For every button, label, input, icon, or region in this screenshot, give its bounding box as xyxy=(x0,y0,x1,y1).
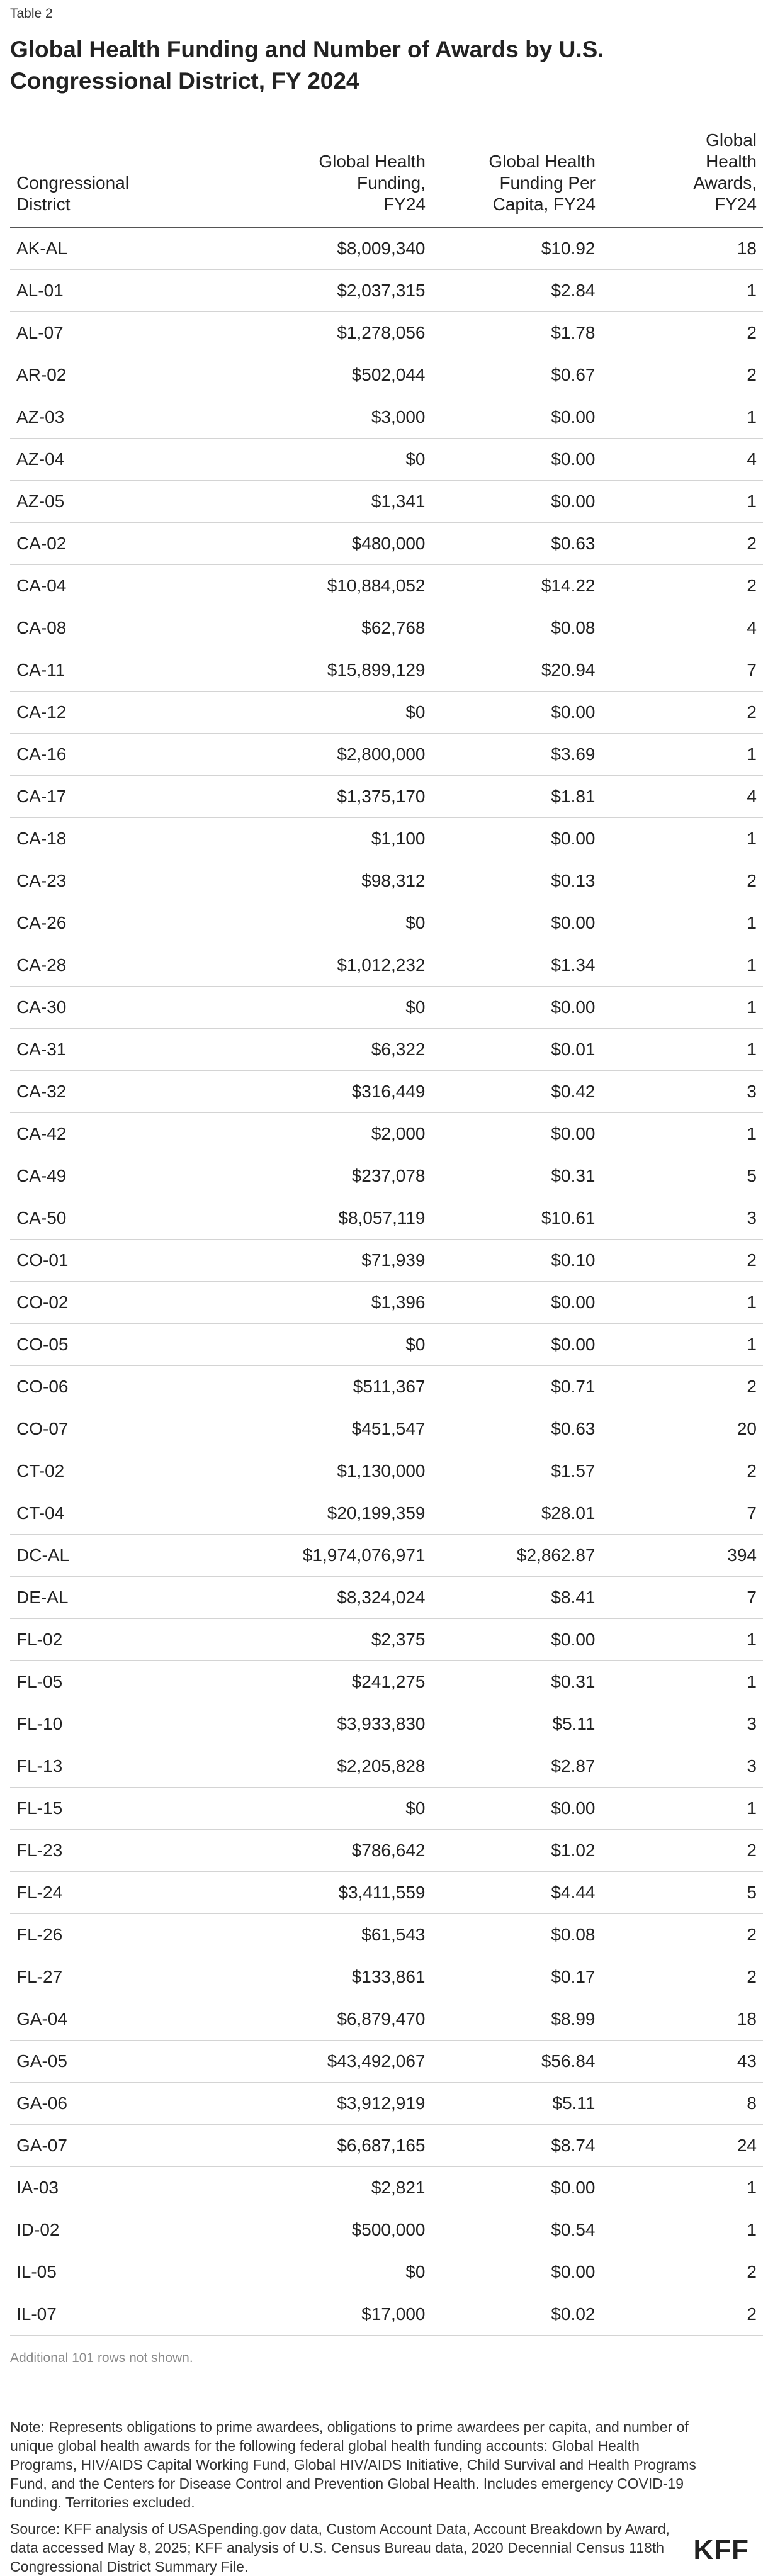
cell-district: CT-04 xyxy=(10,1492,218,1535)
cell-district: ID-02 xyxy=(10,2209,218,2251)
column-header-per-capita[interactable]: Global Health Funding Per Capita, FY24 xyxy=(432,130,602,227)
cell-awards: 1 xyxy=(602,1282,763,1324)
cell-funding: $1,100 xyxy=(218,818,432,860)
cell-district: CO-05 xyxy=(10,1324,218,1366)
table-row xyxy=(10,481,763,523)
cell-funding: $0 xyxy=(218,692,432,734)
cell-funding: $17,000 xyxy=(218,2293,432,2336)
cell-district: CA-08 xyxy=(10,607,218,649)
column-header-district[interactable]: Congressional District xyxy=(10,130,218,227)
footnote: Note: Represents obligations to prime awardees, obligations to prime awardees per capita, and number of unique global health awards for the following federal global health funding accounts: Global Health Programs, HIV/AIDS Capital Working Fund, Global HIV/AIDS Initiative, Child Survival and Health Programs Fund, and the Centers for Disease Control and Prevention Global Health. Includes emergency COVID-19 funding. Territories excluded. xyxy=(10,2419,696,2511)
cell-per-capita: $0.31 xyxy=(432,1661,602,1703)
cell-district: GA-04 xyxy=(10,1998,218,2041)
cell-funding: $0 xyxy=(218,1324,432,1366)
cell-awards: 2 xyxy=(602,1240,763,1282)
cell-awards: 2 xyxy=(602,354,763,396)
cell-district: FL-23 xyxy=(10,1830,218,1872)
cell-district: FL-05 xyxy=(10,1661,218,1703)
cell-district: AL-01 xyxy=(10,270,218,312)
table-row xyxy=(10,1535,763,1577)
table-row xyxy=(10,1830,763,1872)
cell-funding: $98,312 xyxy=(218,860,432,902)
cell-funding: $3,000 xyxy=(218,396,432,439)
cell-per-capita: $2,862.87 xyxy=(432,1535,602,1577)
table-row xyxy=(10,312,763,354)
cell-awards: 43 xyxy=(602,2041,763,2083)
cell-district: CA-04 xyxy=(10,565,218,607)
cell-per-capita: $0.00 xyxy=(432,439,602,481)
cell-funding: $8,009,340 xyxy=(218,227,432,270)
more-rows-note: Additional 101 rows not shown. xyxy=(10,2351,193,2365)
cell-funding: $0 xyxy=(218,1788,432,1830)
cell-awards: 1 xyxy=(602,481,763,523)
cell-district: AZ-04 xyxy=(10,439,218,481)
cell-district: CA-28 xyxy=(10,944,218,987)
table-row xyxy=(10,1956,763,1998)
table-row xyxy=(10,227,763,270)
cell-funding: $1,012,232 xyxy=(218,944,432,987)
cell-district: CA-31 xyxy=(10,1029,218,1071)
cell-funding: $480,000 xyxy=(218,523,432,565)
cell-per-capita: $0.17 xyxy=(432,1956,602,1998)
cell-per-capita: $8.74 xyxy=(432,2125,602,2167)
cell-district: AK-AL xyxy=(10,227,218,270)
cell-funding: $62,768 xyxy=(218,607,432,649)
cell-district: IL-07 xyxy=(10,2293,218,2336)
cell-funding: $3,933,830 xyxy=(218,1703,432,1745)
cell-funding: $237,078 xyxy=(218,1155,432,1197)
cell-per-capita: $5.11 xyxy=(432,1703,602,1745)
cell-per-capita: $0.71 xyxy=(432,1366,602,1408)
cell-funding: $6,687,165 xyxy=(218,2125,432,2167)
table-row xyxy=(10,565,763,607)
table-row xyxy=(10,270,763,312)
cell-district: FL-24 xyxy=(10,1872,218,1914)
cell-awards: 2 xyxy=(602,1956,763,1998)
cell-district: CA-12 xyxy=(10,692,218,734)
cell-district: CA-02 xyxy=(10,523,218,565)
cell-per-capita: $56.84 xyxy=(432,2041,602,2083)
cell-per-capita: $0.08 xyxy=(432,607,602,649)
cell-awards: 2 xyxy=(602,523,763,565)
cell-awards: 2 xyxy=(602,1366,763,1408)
cell-per-capita: $0.00 xyxy=(432,1619,602,1661)
table-row xyxy=(10,2209,763,2251)
cell-awards: 2 xyxy=(602,1450,763,1492)
table-row xyxy=(10,1408,763,1450)
cell-funding: $6,879,470 xyxy=(218,1998,432,2041)
column-header-awards[interactable]: Global Health Awards, FY24 xyxy=(602,130,763,227)
cell-district: CA-26 xyxy=(10,902,218,944)
cell-awards: 1 xyxy=(602,902,763,944)
cell-per-capita: $0.00 xyxy=(432,396,602,439)
table-row xyxy=(10,692,763,734)
cell-funding: $43,492,067 xyxy=(218,2041,432,2083)
table-row xyxy=(10,1155,763,1197)
table-row xyxy=(10,396,763,439)
cell-district: CA-17 xyxy=(10,776,218,818)
cell-awards: 8 xyxy=(602,2083,763,2125)
cell-district: CA-32 xyxy=(10,1071,218,1113)
cell-per-capita: $0.00 xyxy=(432,692,602,734)
cell-per-capita: $0.02 xyxy=(432,2293,602,2336)
cell-district: FL-15 xyxy=(10,1788,218,1830)
cell-awards: 4 xyxy=(602,607,763,649)
cell-funding: $2,205,828 xyxy=(218,1745,432,1788)
cell-per-capita: $0.63 xyxy=(432,523,602,565)
cell-awards: 1 xyxy=(602,818,763,860)
cell-per-capita: $0.00 xyxy=(432,481,602,523)
cell-district: CA-18 xyxy=(10,818,218,860)
table-row xyxy=(10,649,763,692)
cell-per-capita: $1.57 xyxy=(432,1450,602,1492)
cell-district: CA-50 xyxy=(10,1197,218,1240)
cell-awards: 2 xyxy=(602,1914,763,1956)
cell-per-capita: $8.41 xyxy=(432,1577,602,1619)
cell-awards: 2 xyxy=(602,692,763,734)
table-row xyxy=(10,1914,763,1956)
cell-per-capita: $2.84 xyxy=(432,270,602,312)
cell-funding: $1,974,076,971 xyxy=(218,1535,432,1577)
cell-awards: 7 xyxy=(602,1492,763,1535)
cell-funding: $1,130,000 xyxy=(218,1450,432,1492)
cell-awards: 18 xyxy=(602,1998,763,2041)
cell-funding: $786,642 xyxy=(218,1830,432,1872)
cell-awards: 3 xyxy=(602,1197,763,1240)
cell-awards: 1 xyxy=(602,1619,763,1661)
cell-awards: 1 xyxy=(602,396,763,439)
table-kicker: Table 2 xyxy=(10,6,53,21)
cell-per-capita: $8.99 xyxy=(432,1998,602,2041)
cell-awards: 4 xyxy=(602,776,763,818)
table-row xyxy=(10,2251,763,2293)
table-row xyxy=(10,1366,763,1408)
cell-per-capita: $0.00 xyxy=(432,987,602,1029)
table-row xyxy=(10,1029,763,1071)
cell-per-capita: $0.00 xyxy=(432,1113,602,1155)
cell-district: IL-05 xyxy=(10,2251,218,2293)
cell-awards: 2 xyxy=(602,312,763,354)
table-row xyxy=(10,1998,763,2041)
table-row xyxy=(10,354,763,396)
cell-district: AZ-05 xyxy=(10,481,218,523)
funding-table xyxy=(10,130,763,2336)
cell-funding: $15,899,129 xyxy=(218,649,432,692)
cell-district: CT-02 xyxy=(10,1450,218,1492)
table-row xyxy=(10,1872,763,1914)
cell-awards: 18 xyxy=(602,227,763,270)
cell-funding: $2,375 xyxy=(218,1619,432,1661)
cell-awards: 1 xyxy=(602,2209,763,2251)
table-row xyxy=(10,607,763,649)
cell-funding: $61,543 xyxy=(218,1914,432,1956)
cell-funding: $3,411,559 xyxy=(218,1872,432,1914)
cell-per-capita: $1.78 xyxy=(432,312,602,354)
table-row xyxy=(10,734,763,776)
cell-district: AZ-03 xyxy=(10,396,218,439)
cell-awards: 1 xyxy=(602,734,763,776)
table-row xyxy=(10,2125,763,2167)
cell-per-capita: $0.00 xyxy=(432,2251,602,2293)
cell-awards: 1 xyxy=(602,1788,763,1830)
table-row xyxy=(10,2041,763,2083)
cell-funding: $133,861 xyxy=(218,1956,432,1998)
cell-district: FL-02 xyxy=(10,1619,218,1661)
cell-district: FL-27 xyxy=(10,1956,218,1998)
cell-awards: 7 xyxy=(602,1577,763,1619)
cell-per-capita: $14.22 xyxy=(432,565,602,607)
cell-per-capita: $0.00 xyxy=(432,1788,602,1830)
cell-funding: $0 xyxy=(218,902,432,944)
table-row xyxy=(10,902,763,944)
cell-funding: $502,044 xyxy=(218,354,432,396)
cell-per-capita: $0.00 xyxy=(432,2167,602,2209)
table-row xyxy=(10,2167,763,2209)
cell-awards: 2 xyxy=(602,2251,763,2293)
cell-funding: $2,037,315 xyxy=(218,270,432,312)
table-row xyxy=(10,1282,763,1324)
cell-per-capita: $0.00 xyxy=(432,1282,602,1324)
table-row xyxy=(10,987,763,1029)
table-body xyxy=(10,227,763,2336)
cell-per-capita: $0.31 xyxy=(432,1155,602,1197)
table-row xyxy=(10,818,763,860)
cell-per-capita: $0.42 xyxy=(432,1071,602,1113)
cell-per-capita: $3.69 xyxy=(432,734,602,776)
cell-district: CA-16 xyxy=(10,734,218,776)
table-row xyxy=(10,439,763,481)
cell-awards: 1 xyxy=(602,1113,763,1155)
cell-district: CA-42 xyxy=(10,1113,218,1155)
table-row xyxy=(10,860,763,902)
cell-district: CA-11 xyxy=(10,649,218,692)
cell-funding: $0 xyxy=(218,439,432,481)
cell-per-capita: $0.10 xyxy=(432,1240,602,1282)
cell-per-capita: $0.00 xyxy=(432,902,602,944)
cell-per-capita: $1.34 xyxy=(432,944,602,987)
cell-district: FL-13 xyxy=(10,1745,218,1788)
table-row xyxy=(10,1071,763,1113)
cell-district: GA-05 xyxy=(10,2041,218,2083)
cell-per-capita: $10.92 xyxy=(432,227,602,270)
cell-awards: 394 xyxy=(602,1535,763,1577)
cell-funding: $1,278,056 xyxy=(218,312,432,354)
cell-funding: $8,057,119 xyxy=(218,1197,432,1240)
cell-funding: $451,547 xyxy=(218,1408,432,1450)
cell-funding: $0 xyxy=(218,2251,432,2293)
cell-awards: 7 xyxy=(602,649,763,692)
page-title: Global Health Funding and Number of Awards by U.S. Congressional District, FY 2024 xyxy=(10,36,604,94)
cell-funding: $8,324,024 xyxy=(218,1577,432,1619)
cell-awards: 1 xyxy=(602,1324,763,1366)
cell-funding: $1,396 xyxy=(218,1282,432,1324)
cell-awards: 1 xyxy=(602,944,763,987)
table-row xyxy=(10,2293,763,2336)
cell-funding: $2,821 xyxy=(218,2167,432,2209)
cell-awards: 2 xyxy=(602,860,763,902)
cell-per-capita: $0.63 xyxy=(432,1408,602,1450)
cell-per-capita: $1.81 xyxy=(432,776,602,818)
table-row xyxy=(10,523,763,565)
table-row xyxy=(10,944,763,987)
table-row xyxy=(10,2083,763,2125)
cell-funding: $71,939 xyxy=(218,1240,432,1282)
cell-per-capita: $28.01 xyxy=(432,1492,602,1535)
table-header-row xyxy=(10,130,763,227)
cell-district: CA-49 xyxy=(10,1155,218,1197)
cell-per-capita: $5.11 xyxy=(432,2083,602,2125)
kff-logo: KFF xyxy=(693,2534,749,2565)
cell-per-capita: $0.67 xyxy=(432,354,602,396)
cell-awards: 3 xyxy=(602,1071,763,1113)
cell-per-capita: $0.54 xyxy=(432,2209,602,2251)
cell-awards: 2 xyxy=(602,565,763,607)
cell-district: DC-AL xyxy=(10,1535,218,1577)
cell-district: AR-02 xyxy=(10,354,218,396)
table-row xyxy=(10,1492,763,1535)
column-header-funding[interactable]: Global Health Funding, FY24 xyxy=(218,130,432,227)
cell-awards: 2 xyxy=(602,2293,763,2336)
cell-funding: $500,000 xyxy=(218,2209,432,2251)
table-row xyxy=(10,1324,763,1366)
cell-awards: 3 xyxy=(602,1745,763,1788)
cell-funding: $20,199,359 xyxy=(218,1492,432,1535)
cell-per-capita: $20.94 xyxy=(432,649,602,692)
cell-funding: $6,322 xyxy=(218,1029,432,1071)
cell-per-capita: $0.00 xyxy=(432,818,602,860)
cell-awards: 1 xyxy=(602,2167,763,2209)
table-row xyxy=(10,1577,763,1619)
cell-district: CO-06 xyxy=(10,1366,218,1408)
cell-awards: 1 xyxy=(602,987,763,1029)
source-note: Source: KFF analysis of USASpending.gov data, Custom Account Data, Account Breakdown by Award, data accessed May 8, 2025; KFF analysis of U.S. Census Bureau data, 2020 Decennial Census 118th Congressional District Summary File. xyxy=(10,2521,670,2575)
cell-district: CO-01 xyxy=(10,1240,218,1282)
table-row xyxy=(10,1661,763,1703)
cell-district: FL-10 xyxy=(10,1703,218,1745)
cell-funding: $511,367 xyxy=(218,1366,432,1408)
table-row xyxy=(10,1450,763,1492)
table-row xyxy=(10,1197,763,1240)
cell-awards: 4 xyxy=(602,439,763,481)
table-row xyxy=(10,1703,763,1745)
cell-funding: $3,912,919 xyxy=(218,2083,432,2125)
table-row xyxy=(10,1619,763,1661)
cell-district: CA-23 xyxy=(10,860,218,902)
cell-awards: 5 xyxy=(602,1155,763,1197)
cell-district: DE-AL xyxy=(10,1577,218,1619)
cell-funding: $316,449 xyxy=(218,1071,432,1113)
cell-funding: $1,375,170 xyxy=(218,776,432,818)
cell-district: FL-26 xyxy=(10,1914,218,1956)
cell-awards: 24 xyxy=(602,2125,763,2167)
cell-awards: 2 xyxy=(602,1830,763,1872)
cell-per-capita: $4.44 xyxy=(432,1872,602,1914)
cell-district: GA-06 xyxy=(10,2083,218,2125)
cell-awards: 5 xyxy=(602,1872,763,1914)
table-row xyxy=(10,1240,763,1282)
cell-awards: 3 xyxy=(602,1703,763,1745)
cell-funding: $1,341 xyxy=(218,481,432,523)
cell-funding: $10,884,052 xyxy=(218,565,432,607)
cell-district: IA-03 xyxy=(10,2167,218,2209)
cell-district: CA-30 xyxy=(10,987,218,1029)
table-row xyxy=(10,1745,763,1788)
cell-per-capita: $1.02 xyxy=(432,1830,602,1872)
table-row xyxy=(10,1788,763,1830)
cell-awards: 20 xyxy=(602,1408,763,1450)
cell-funding: $2,000 xyxy=(218,1113,432,1155)
cell-funding: $0 xyxy=(218,987,432,1029)
cell-district: CO-02 xyxy=(10,1282,218,1324)
cell-per-capita: $0.13 xyxy=(432,860,602,902)
cell-per-capita: $0.00 xyxy=(432,1324,602,1366)
cell-per-capita: $0.01 xyxy=(432,1029,602,1071)
cell-per-capita: $0.08 xyxy=(432,1914,602,1956)
table-row xyxy=(10,1113,763,1155)
cell-funding: $241,275 xyxy=(218,1661,432,1703)
cell-per-capita: $10.61 xyxy=(432,1197,602,1240)
cell-district: GA-07 xyxy=(10,2125,218,2167)
table-row xyxy=(10,776,763,818)
cell-district: CO-07 xyxy=(10,1408,218,1450)
cell-awards: 1 xyxy=(602,1029,763,1071)
cell-district: AL-07 xyxy=(10,312,218,354)
cell-per-capita: $2.87 xyxy=(432,1745,602,1788)
cell-awards: 1 xyxy=(602,270,763,312)
cell-funding: $2,800,000 xyxy=(218,734,432,776)
cell-awards: 1 xyxy=(602,1661,763,1703)
